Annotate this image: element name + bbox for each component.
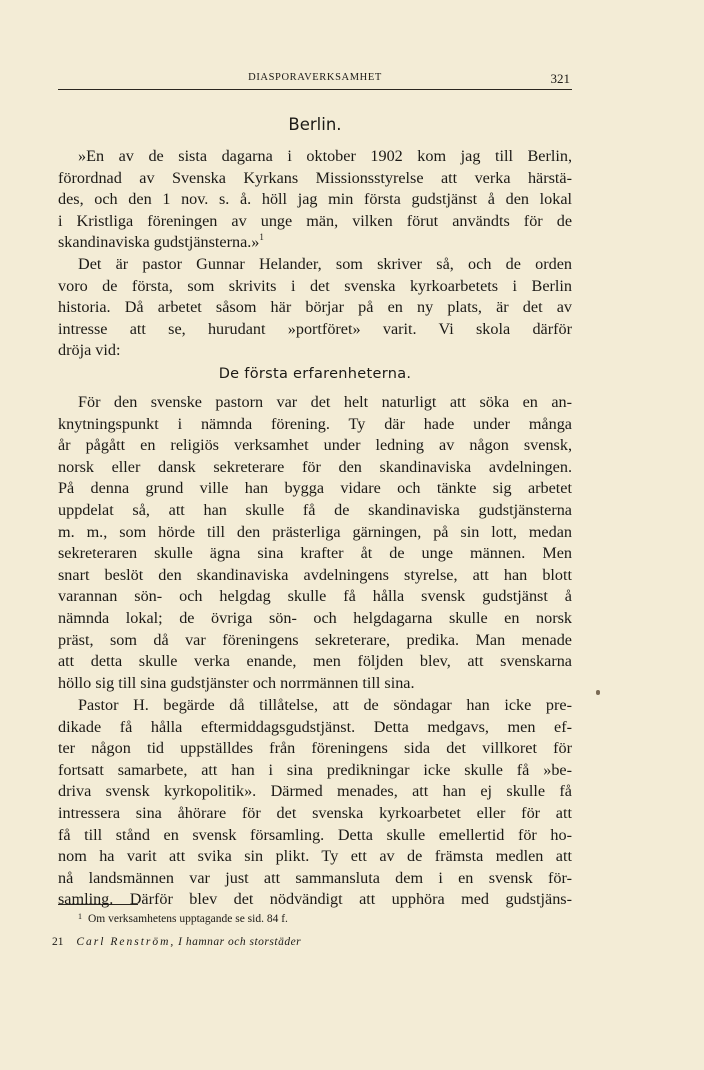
text-line: skandinaviska gudstjänsterna.» [58,233,260,252]
footnote-divider [58,904,138,905]
text-line: i Kristliga föreningen av unge män, vilken förut användts för de [58,211,572,230]
text-line: intressera sina åhörare för det svenska kyrkoarbetet eller för att [58,803,572,822]
paragraph-3 [58,392,572,694]
paragraph-4 [58,695,572,911]
text-line: ter någon tid uppställdes från föreningens sida det villkoret för [58,739,572,758]
text-line: samling. Därför blev det nödvändigt att upphöra med gudstjäns- [58,890,572,909]
running-head-title: DIASPORAVERKSAMHET [248,72,382,83]
printer-signature [52,936,301,948]
text-line: varannan sön- och helgdag skulle få hålla svensk gudstjänst å [58,587,572,606]
text-line: På denna grund ville han bygga vidare och tänkte sig arbetet [58,479,572,498]
text-line: dikade få hålla eftermiddagsgudstjänst. Detta medgavs, men ef- [58,717,572,736]
paper-speck [596,690,600,695]
text-line: norsk eller dansk sekreterare för den skandinaviska avdelningen. [58,457,572,476]
text-line-with-ref [58,232,572,254]
footnote-marker: 1 [78,912,82,921]
text-line: nå landsmännen var just att sammansluta dem i en svensk för- [58,868,572,887]
text-line: Pastor H. begärde då tillåtelse, att de söndagar han icke pre- [78,696,572,714]
text-line: år pågått en religiös verksamhet under ledning av någon svensk, [58,436,572,455]
text-line: intresse att se, hurudant »portföret» varit. Vi skola därför [58,319,572,338]
text-line: »En av de sista dagarna i oktober 1902 kom jag till Berlin, [78,147,572,165]
text-line: m. m., som hörde till den prästerliga gärningen, på sin lott, medan [58,522,572,541]
text-line: få till stånd en svensk församling. Detta skulle emellertid för ho- [58,825,572,844]
sheet-number: 21 [52,936,64,948]
paragraph-2 [58,254,572,362]
text-line: fortsatt samarbete, att han i sina predikningar icke skulle få »be- [58,760,572,779]
text-line: Det är pastor Gunnar Helander, som skriver så, och de orden [78,255,572,273]
paragraph-1 [58,146,572,254]
text-line: sekreteraren skulle ägna sina krafter åt de unge männen. Men [58,544,572,563]
text-line: nämnda lokal; de övriga sön- och helgdagarna skulle en norsk [58,608,572,627]
running-head [58,69,572,90]
text-line: förordnad av Svenska Kyrkans Missionsstyrelse att verka härstä- [58,168,572,187]
text-line: höllo sig till sina gudstjänster och norrmännen till sina. [58,673,415,692]
subsection-heading: De första erfarenheterna. [218,366,412,382]
book-author: Carl Renström, [76,936,176,948]
footnote [58,913,288,925]
text-line: voro de första, som skrivits i det svenska kyrkoarbetets i Berlin [58,276,572,295]
page-number: 321 [550,71,570,86]
text-line: historia. Då arbetet såsom här börjar på en ny plats, är det av [58,298,572,317]
text-line: präst, som då var föreningens sekreterare, predika. Man menade [58,630,572,649]
text-line: att detta skulle verka enande, men följden blev, att svenskarna [58,652,572,671]
book-title: I hamnar och storstäder [178,936,302,948]
text-line: uppdelat så, att han skulle få de skandinaviska gudstjänsterna [58,500,572,519]
section-heading: Berlin. [288,115,342,134]
text-line: dröja vid: [58,341,121,360]
text-line: knytningspunkt i nämnda förening. Ty där hade under många [58,414,572,433]
footnote-text: Om verksamhetens upptagande se sid. 84 f. [88,913,288,925]
text-line: des, och den 1 nov. s. å. höll jag min första gudstjänst å den lokal [58,190,572,209]
text-line: nom ha varit att svika sin plikt. Ty ett av de främsta medlen att [58,847,572,866]
text-line: driva svensk kyrkopolitik». Därmed menades, att han ej skulle få [58,782,572,801]
text-line: snart beslöt den skandinaviska avdelningens styrelse, att han blott [58,565,572,584]
footnote-reference: 1 [259,232,264,243]
text-line: För den svenske pastorn var det helt naturligt att söka en an- [78,393,572,411]
